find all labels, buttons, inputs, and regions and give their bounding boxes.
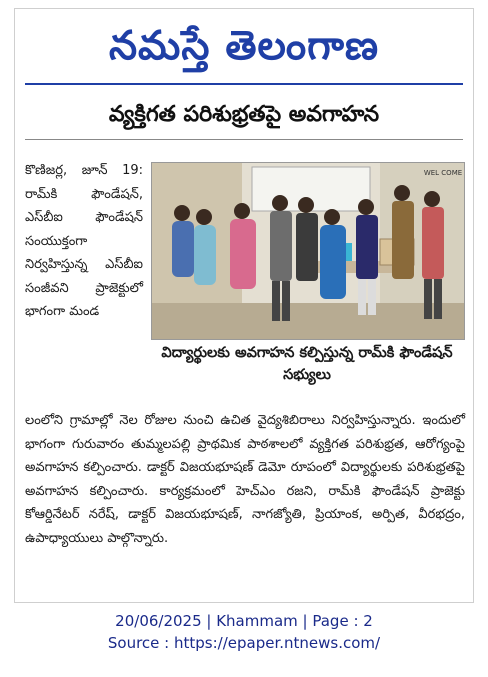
photo-illustration [152, 163, 464, 339]
photo-caption: విద్యార్థులకు అవగాహన కల్పిస్తున్న రామ్‌కి ఫౌండేషన్ సభ్యులు [161, 345, 453, 383]
newspaper-clipping [14, 8, 474, 603]
photo-banner-text: WEL COME [423, 169, 463, 177]
page-footer [0, 610, 488, 654]
news-photo [151, 162, 465, 340]
article-headline: వ్యక్తిగత పరిశుభ్రతపై అవగాహన [108, 102, 380, 127]
article-body-text: లంలోని గ్రామాల్లో నెల రోజుల నుంచి ఉచిత వైద్యశిబిరాలు నిర్వహిస్తున్నారు. ఇందులో భాగంగా గురువారం తుమ్మలపల్లి ప్రాథమిక పాఠశాలలో వ్యక్తిగత పరిశుభ్రత, ఆరోగ్యంపై అవగాహన కల్పించారు. డాక్టర్ విజయభూషణ్ డెమో రూపంలో విద్యార్థులకు పరిశుభ్రతపై అవగాహన కల్పించారు. కార్యక్రమంలో హెచ్‌ఎం రజని, రామ్‌కి ఫౌండేషన్ ప్రాజెక్టు కోఆర్డినేటర్ నరేష్, డాక్టర్ విజయభూషణ్, నాగజ్యోతి, ప్రియాంక, అర్పిత, వీరభద్రం, ఉపాధ్యాయులు పాల్గొన్నారు. [25, 413, 465, 546]
article-intro-text: కొణిజర్ల, జూన్ 19: రామ్‌కి ఫౌండేషన్, ఎస్‌బీఐ ఫౌండేషన్ సంయుక్తంగా నిర్వహిస్తున్న ఎస్‌బీఐ సంజీవని ప్రాజెక్టులో భాగంగా మండ [25, 163, 143, 319]
edition-meta: 20/06/2025 | Khammam | Page : 2 [115, 612, 373, 630]
article-body [25, 409, 465, 550]
masthead-divider [25, 83, 463, 85]
article-intro-column [25, 159, 143, 324]
source-link[interactable]: Source : https://epaper.ntnews.com/ [107, 634, 381, 652]
masthead-logo: నమస్తే తెలంగాణ [108, 23, 380, 69]
headline-divider [25, 139, 463, 140]
